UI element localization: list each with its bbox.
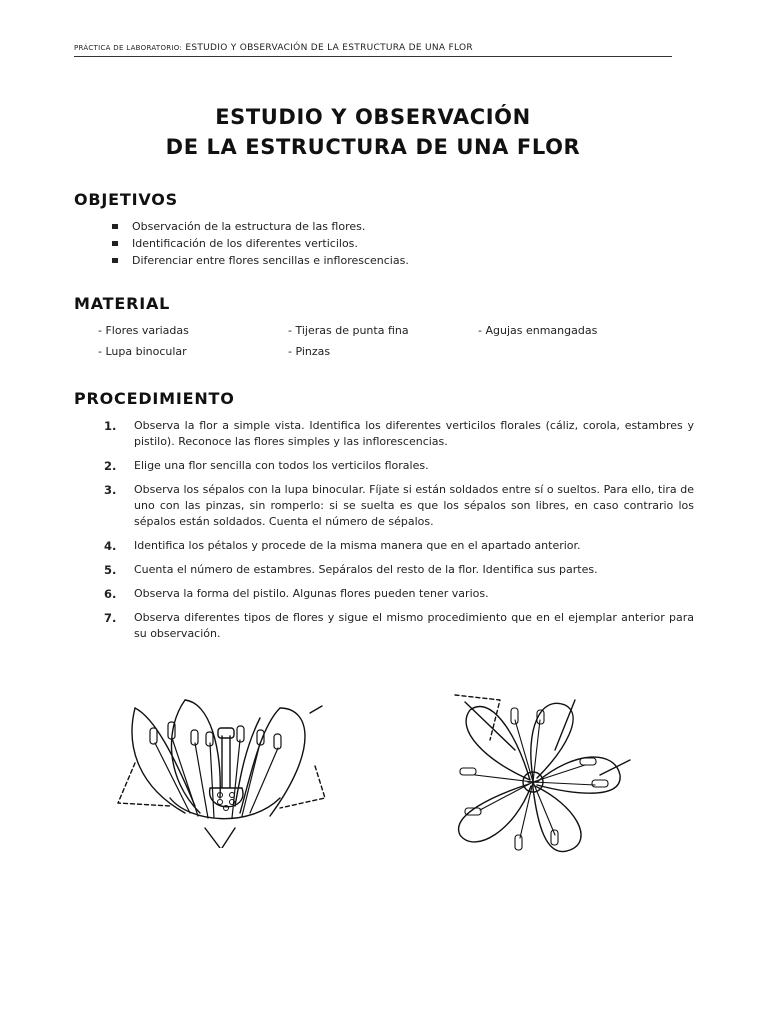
step-text: Elige una flor sencilla con todos los verticilos florales. — [134, 459, 429, 472]
flower-top-view-drawing — [445, 690, 645, 870]
step-number: 2. — [104, 459, 117, 473]
step-number: 6. — [104, 587, 117, 601]
list-item: Observación de la estructura de las flores. — [112, 218, 409, 235]
material-heading: MATERIAL — [74, 294, 171, 313]
procedure-step — [104, 482, 694, 530]
step-text: Cuenta el número de estambres. Sepáralos del resto de la flor. Identifica sus partes. — [134, 563, 598, 576]
document-title — [74, 102, 672, 162]
step-text: Observa los sépalos con la lupa binocular. Fíjate si están soldados entre sí o sueltos. Para ello, tira de uno con las pinzas, sin romperlo: si se suelta es que los sépalos son libres, en caso contrario los sépalos están soldados. Cuenta el número de sépalos. — [134, 483, 694, 528]
running-header-title: ESTUDIO Y OBSERVACIÓN DE LA ESTRUCTURA DE UNA FLOR — [185, 43, 473, 53]
flower-cross-section-drawing — [110, 688, 340, 848]
procedure-step — [104, 418, 694, 450]
objetivos-list — [112, 218, 409, 269]
running-header — [74, 43, 672, 57]
material-item: - Tijeras de punta fina — [288, 324, 409, 337]
running-header-prefix: PRÁCTICA DE LABORATORIO: — [74, 44, 183, 52]
step-text: Observa la flor a simple vista. Identifica los diferentes verticilos florales (cáliz, corola, estambres y pistilo). Reconoce las flores simples y las inflorescencias. — [134, 419, 694, 448]
procedure-step — [104, 562, 694, 578]
material-item: - Lupa binocular — [98, 345, 187, 358]
step-text: Observa diferentes tipos de flores y sigue el mismo procedimiento que en el ejemplar anterior para su observación. — [134, 611, 694, 640]
material-list — [98, 322, 658, 360]
material-item: - Agujas enmangadas — [478, 324, 598, 337]
step-number: 1. — [104, 419, 117, 433]
material-item: - Flores variadas — [98, 324, 189, 337]
procedimiento-heading: PROCEDIMIENTO — [74, 389, 235, 408]
title-line-2: DE LA ESTRUCTURA DE UNA FLOR — [165, 135, 581, 159]
procedure-step — [104, 610, 694, 642]
procedimiento-list — [104, 418, 694, 650]
step-number: 4. — [104, 539, 117, 553]
step-number: 7. — [104, 611, 117, 625]
list-item: Diferenciar entre flores sencillas e inflorescencias. — [112, 252, 409, 269]
procedure-step — [104, 586, 694, 602]
title-line-1: ESTUDIO Y OBSERVACIÓN — [215, 105, 531, 129]
objetivos-heading: OBJETIVOS — [74, 190, 178, 209]
step-number: 5. — [104, 563, 117, 577]
list-item: Identificación de los diferentes verticilos. — [112, 235, 409, 252]
step-number: 3. — [104, 483, 117, 497]
procedure-step — [104, 538, 694, 554]
material-item: - Pinzas — [288, 345, 331, 358]
step-text: Identifica los pétalos y procede de la misma manera que en el apartado anterior. — [134, 539, 581, 552]
step-text: Observa la forma del pistilo. Algunas flores pueden tener varios. — [134, 587, 489, 600]
procedure-step — [104, 458, 694, 474]
